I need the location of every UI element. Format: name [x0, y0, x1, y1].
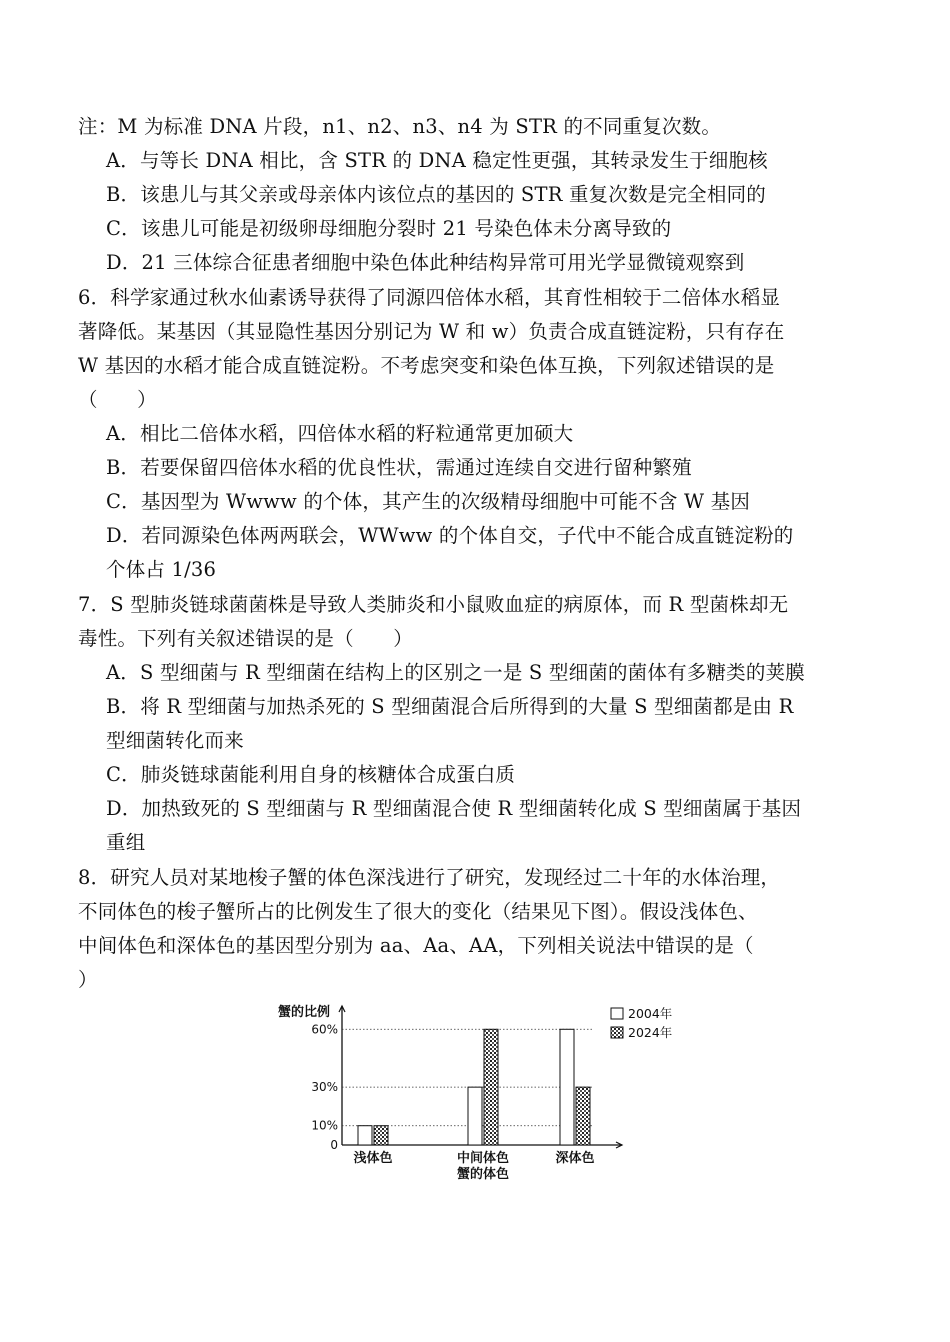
bar-2004年 [560, 1029, 574, 1145]
bar-2004年 [358, 1126, 372, 1145]
q6-answer-blank: （ ） [78, 388, 157, 411]
q6-option-d-cont: 个体占 1/36 [106, 558, 217, 581]
q8-stem: 不同体色的梭子蟹所占的比例发生了很大的变化（结果见下图）。假设浅体色、 [78, 900, 758, 923]
q6-stem: W 基因的水稻才能合成直链淀粉。不考虑突变和染色体互换，下列叙述错误的是 [78, 354, 775, 377]
q7-option-c: C．肺炎链球菌能利用自身的核糖体合成蛋白质 [106, 763, 516, 786]
x-category-label: 浅体色 [353, 1151, 393, 1166]
q6-option-d: D．若同源染色体两两联会，WWww 的个体自交，子代中不能合成直链淀粉的 [106, 524, 794, 547]
y-tick-label: 0 [330, 1138, 338, 1152]
q7-option-b-cont: 型细菌转化而来 [106, 729, 244, 752]
bar-2024年 [484, 1029, 498, 1145]
x-category-label: 深体色 [555, 1151, 595, 1166]
legend-swatch [611, 1008, 623, 1019]
q6-option-b: B．若要保留四倍体水稻的优良性状，需通过连续自交进行留种繁殖 [106, 456, 692, 479]
legend-swatch [611, 1027, 623, 1038]
q7-stem: 毒性。下列有关叙述错误的是（ ） [78, 627, 413, 650]
y-tick-label: 60% [311, 1022, 338, 1037]
bar-2024年 [576, 1087, 590, 1145]
y-axis-label: 蟹的比例 [278, 1005, 331, 1020]
crab-color-bar-chart [270, 996, 690, 1196]
q8-stem: 8．研究人员对某地梭子蟹的体色深浅进行了研究，发现经过二十年的水体治理， [78, 866, 781, 889]
q7-stem: 7．S 型肺炎链球菌菌株是导致人类肺炎和小鼠败血症的病原体，而 R 型菌株却无 [78, 593, 789, 616]
q6-option-a: A．相比二倍体水稻，四倍体水稻的籽粒通常更加硕大 [106, 422, 574, 445]
q8-stem-end: ） [78, 968, 98, 991]
q7-option-d: D．加热致死的 S 型细菌与 R 型细菌混合使 R 型细菌转化成 S 型细菌属于基因 [106, 797, 802, 820]
q5-option-c: C．该患儿可能是初级卵母细胞分裂时 21 号染色体未分离导致的 [106, 217, 672, 240]
q8-stem: 中间体色和深体色的基因型分别为 aa、Aa、AA，下列相关说法中错误的是（ [78, 934, 754, 957]
q7-option-b: B．将 R 型细菌与加热杀死的 S 型细菌混合后所得到的大量 S 型细菌都是由 R [106, 695, 794, 718]
q7-option-d-cont: 重组 [106, 831, 146, 854]
q5-option-d: D．21 三体综合征患者细胞中染色体此种结构异常可用光学显微镜观察到 [106, 251, 745, 274]
q5-option-a: A．与等长 DNA 相比，含 STR 的 DNA 稳定性更强，其转录发生于细胞核 [106, 149, 768, 172]
note-line: 注：M 为标准 DNA 片段，n1、n2、n3、n4 为 STR 的不同重复次数。 [78, 115, 722, 138]
legend-label: 2024年 [628, 1025, 673, 1040]
x-axis-label: 蟹的体色 [456, 1167, 510, 1182]
y-tick-label: 10% [311, 1118, 338, 1133]
q5-option-b: B．该患儿与其父亲或母亲体内该位点的基因的 STR 重复次数是完全相同的 [106, 183, 766, 206]
y-tick-label: 30% [311, 1080, 338, 1095]
bar-2004年 [468, 1087, 482, 1145]
q7-option-a: A．S 型细菌与 R 型细菌在结构上的区别之一是 S 型细菌的菌体有多糖类的荚膜 [106, 661, 805, 684]
x-category-label: 中间体色 [456, 1151, 510, 1166]
q6-stem: 著降低。某基因（其显隐性基因分别记为 W 和 w）负责合成直链淀粉，只有存在 [78, 320, 785, 343]
legend-label: 2004年 [628, 1006, 673, 1021]
q6-option-c: C．基因型为 Wwww 的个体，其产生的次级精母细胞中可能不含 W 基因 [106, 490, 751, 513]
bar-2024年 [374, 1126, 388, 1145]
q6-stem: 6．科学家通过秋水仙素诱导获得了同源四倍体水稻，其育性相较于二倍体水稻显 [78, 286, 781, 309]
